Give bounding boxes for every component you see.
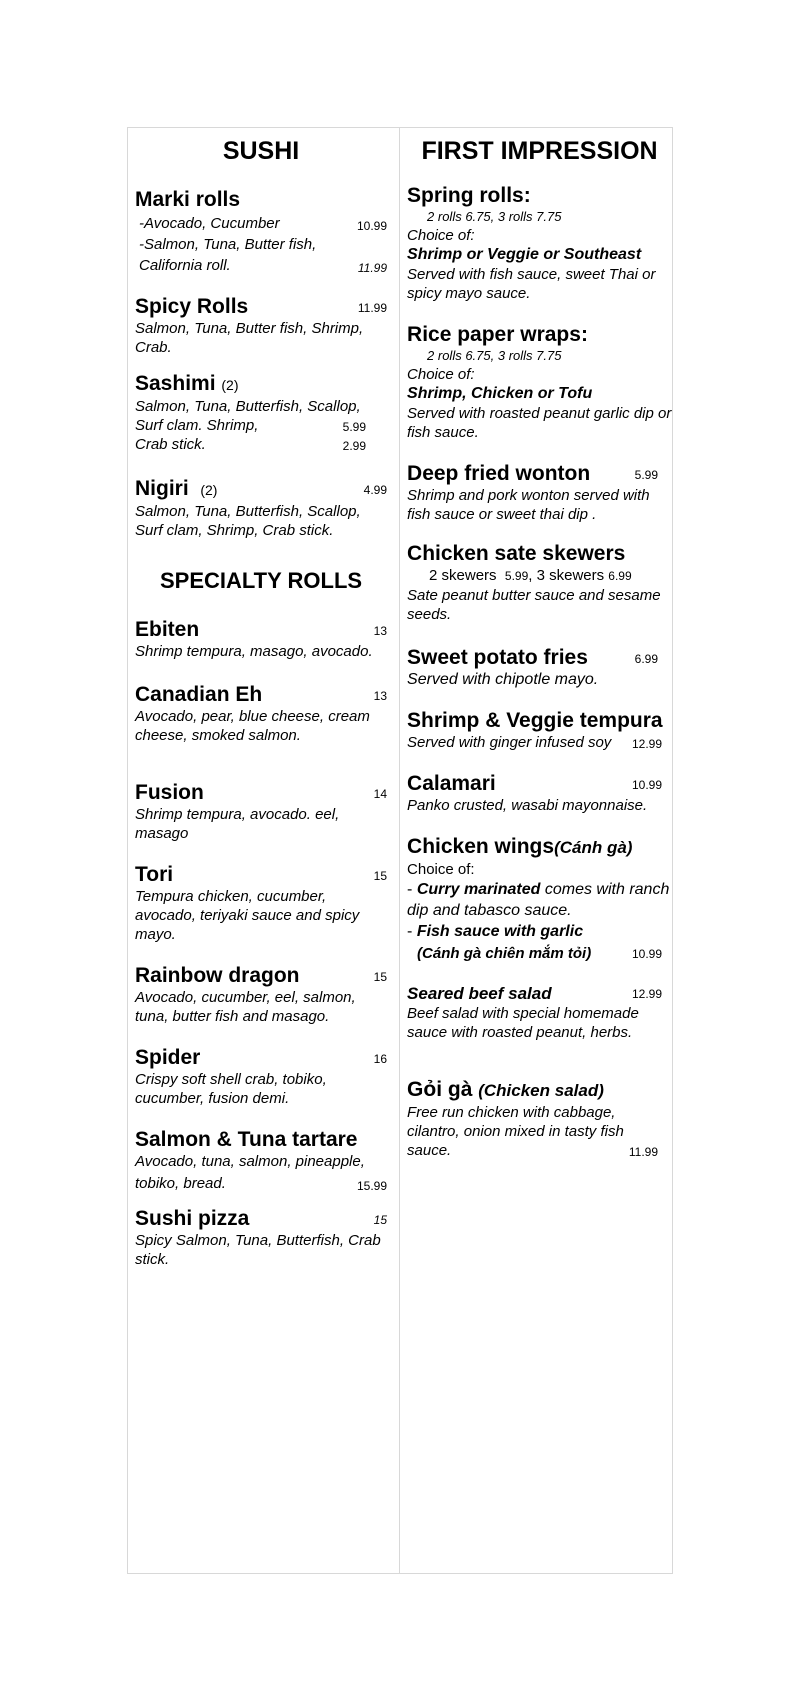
item-desc: Served with chipotle mayo. [407, 671, 599, 688]
item-price: 15 [373, 970, 388, 984]
item-price: 12.99 [631, 987, 662, 1001]
item-price: 16 [373, 1052, 388, 1066]
item-deep-fried-wonton [407, 462, 672, 524]
item-name: Tori [135, 863, 174, 886]
item-prices: 2 rolls 6.75, 3 rolls 7.75 [427, 209, 562, 224]
item-name: Shrimp & Veggie tempura [407, 709, 663, 732]
item-desc: comes with ranch dip and tabasco sauce. [407, 881, 670, 919]
item-name: Rice paper wraps: [407, 323, 588, 346]
item-prices: 2 rolls 6.75, 3 rolls 7.75 [427, 348, 562, 363]
item-desc: Panko crusted, wasabi mayonnaise. [407, 797, 648, 814]
item-canadian-eh [135, 683, 387, 745]
item-price: 13 [373, 624, 388, 638]
item-price: 11.99 [357, 261, 388, 275]
section-title-first-impression: FIRST IMPRESSION [421, 137, 658, 165]
item-qty: (2) [221, 377, 239, 393]
item-price: 5.99 [634, 468, 658, 482]
right-column [400, 128, 672, 1573]
item-name: Spider [135, 1046, 201, 1069]
item-options: Shrimp or Veggie or Southeast [407, 246, 642, 263]
item-name: Canadian Eh [135, 683, 263, 706]
item-price: 15 [373, 869, 388, 883]
item-prices: , 3 skewers [528, 567, 605, 584]
item-name: Nigiri [135, 477, 189, 500]
item-name: Sushi pizza [135, 1207, 250, 1230]
item-price: 12.99 [631, 737, 662, 751]
item-chicken-wings [407, 835, 672, 964]
item-choice-label: Choice of: [407, 366, 475, 383]
item-sweet-potato-fries [407, 646, 672, 689]
item-shrimp-veggie-tempura [407, 709, 672, 752]
item-desc: -Avocado, Cucumber [139, 215, 280, 232]
item-price: 10.99 [357, 219, 388, 233]
item-desc: Avocado, cucumber, eel, salmon, tuna, butter fish and masago. [135, 989, 356, 1025]
item-rainbow-dragon [135, 964, 387, 1026]
item-fusion [135, 781, 387, 843]
item-desc: Served with roasted peanut garlic dip or fish sauce. [407, 405, 672, 441]
item-option: Curry marinated [416, 881, 541, 898]
section-title-sushi: SUSHI [222, 137, 300, 165]
item-price: 10.99 [631, 947, 662, 961]
item-price: 15 [373, 1213, 388, 1227]
item-desc: -Salmon, Tuna, Butter fish, [139, 236, 317, 253]
item-alt-name: (Cánh gà chiên mắm tỏi) [417, 945, 592, 962]
item-name: Sashimi [135, 372, 216, 395]
item-desc: California roll. [139, 257, 231, 274]
item-spider [135, 1046, 387, 1108]
item-desc: Shrimp tempura, masago, avocado. [135, 643, 373, 660]
item-desc: Salmon, Tuna, Butterfish, Scallop, Surf clam, Shrimp, Crab stick. [135, 503, 361, 539]
item-tori [135, 863, 387, 944]
section-title-specialty: SPECIALTY ROLLS [159, 568, 363, 593]
item-desc: Served with fish sauce, sweet Thai or spicy mayo sauce. [407, 266, 656, 302]
item-desc: sauce. [407, 1142, 452, 1159]
item-name: Marki rolls [135, 188, 241, 211]
item-desc: Beef salad with special homemade sauce with roasted peanut, herbs. [407, 1005, 639, 1041]
item-desc: Crab stick. [135, 436, 206, 453]
item-price: 6.99 [608, 569, 632, 583]
item-desc: Shrimp and pork wonton served with fish sauce or sweet thai dip . [407, 487, 650, 523]
item-alt-name: (Cánh gà) [554, 838, 633, 857]
item-price: 2.99 [342, 439, 367, 453]
item-spring-rolls [407, 184, 672, 303]
item-name: Seared beef salad [407, 984, 552, 1003]
item-marki-rolls [135, 188, 387, 275]
item-options: Shrimp, Chicken or Tofu [407, 385, 593, 402]
item-spicy-rolls [135, 295, 387, 357]
item-desc: Crispy soft shell crab, tobiko, cucumber, fusion demi. [135, 1071, 327, 1107]
item-sashimi [135, 372, 387, 454]
item-choice-label: Choice of: [407, 227, 475, 244]
item-name: Salmon & Tuna tartare [135, 1128, 358, 1151]
item-calamari [407, 772, 672, 815]
item-goi-ga [407, 1078, 672, 1160]
item-price: 5.99 [504, 569, 529, 583]
item-desc: Served with ginger infused soy [407, 734, 612, 751]
item-desc: Surf clam. Shrimp, [135, 417, 259, 434]
item-price: 4.99 [363, 483, 388, 497]
item-price: 13 [373, 689, 388, 703]
item-name: Sweet potato fries [407, 646, 588, 669]
item-desc: Avocado, pear, blue cheese, cream cheese, smoked salmon. [135, 708, 370, 744]
item-price: 10.99 [631, 778, 662, 792]
item-name: Deep fried wonton [407, 462, 591, 485]
item-price: 14 [373, 787, 388, 801]
item-name: Spicy Rolls [135, 295, 249, 318]
item-desc: Salmon, Tuna, Butterfish, Scallop, [135, 398, 361, 415]
item-name: Gỏi gà [407, 1078, 473, 1101]
item-name: Spring rolls: [407, 184, 531, 207]
item-alt-name: (Chicken salad) [478, 1081, 604, 1100]
item-sushi-pizza [135, 1207, 387, 1269]
item-ebiten [135, 618, 387, 661]
item-seared-beef-salad [407, 984, 672, 1042]
item-nigiri [135, 477, 387, 540]
item-price: 11.99 [628, 1145, 658, 1159]
item-price: 6.99 [634, 652, 658, 666]
item-price: 11.99 [357, 301, 388, 315]
left-column [128, 128, 400, 1573]
item-choice-label: Choice of: [407, 861, 475, 878]
item-chicken-sate-skewers [407, 542, 672, 624]
item-desc: Shrimp tempura, avocado. eel, masago [135, 806, 340, 842]
item-rice-paper-wraps [407, 323, 672, 442]
item-option: Fish sauce with garlic [416, 923, 584, 940]
item-desc: tobiko, bread. [135, 1175, 226, 1192]
item-name: Chicken wings [407, 835, 555, 858]
item-prices: 2 skewers [429, 567, 497, 584]
item-qty: (2) [200, 482, 218, 498]
item-desc: Tempura chicken, cucumber, avocado, teriyaki sauce and spicy mayo. [135, 888, 360, 943]
item-price: 15.99 [357, 1179, 388, 1193]
item-name: Ebiten [135, 618, 200, 641]
item-name: Rainbow dragon [135, 964, 300, 987]
item-name: Calamari [407, 772, 496, 795]
item-price: 5.99 [342, 420, 367, 434]
item-desc: Salmon, Tuna, Butter fish, Shrimp, Crab. [135, 320, 364, 356]
item-name: Fusion [135, 781, 204, 804]
item-salmon-tuna-tartare [135, 1128, 387, 1193]
item-desc: Avocado, tuna, salmon, pineapple, [135, 1153, 365, 1170]
item-desc: Spicy Salmon, Tuna, Butterfish, Crab stick. [135, 1232, 381, 1268]
item-desc: Sate peanut butter sauce and sesame seeds. [407, 587, 661, 623]
menu-page [127, 127, 673, 1574]
item-desc: Free run chicken with cabbage, cilantro, onion mixed in tasty fish [407, 1104, 624, 1140]
item-name: Chicken sate skewers [407, 542, 626, 565]
item-bullet: - [407, 881, 417, 898]
item-bullet: - [407, 923, 417, 940]
